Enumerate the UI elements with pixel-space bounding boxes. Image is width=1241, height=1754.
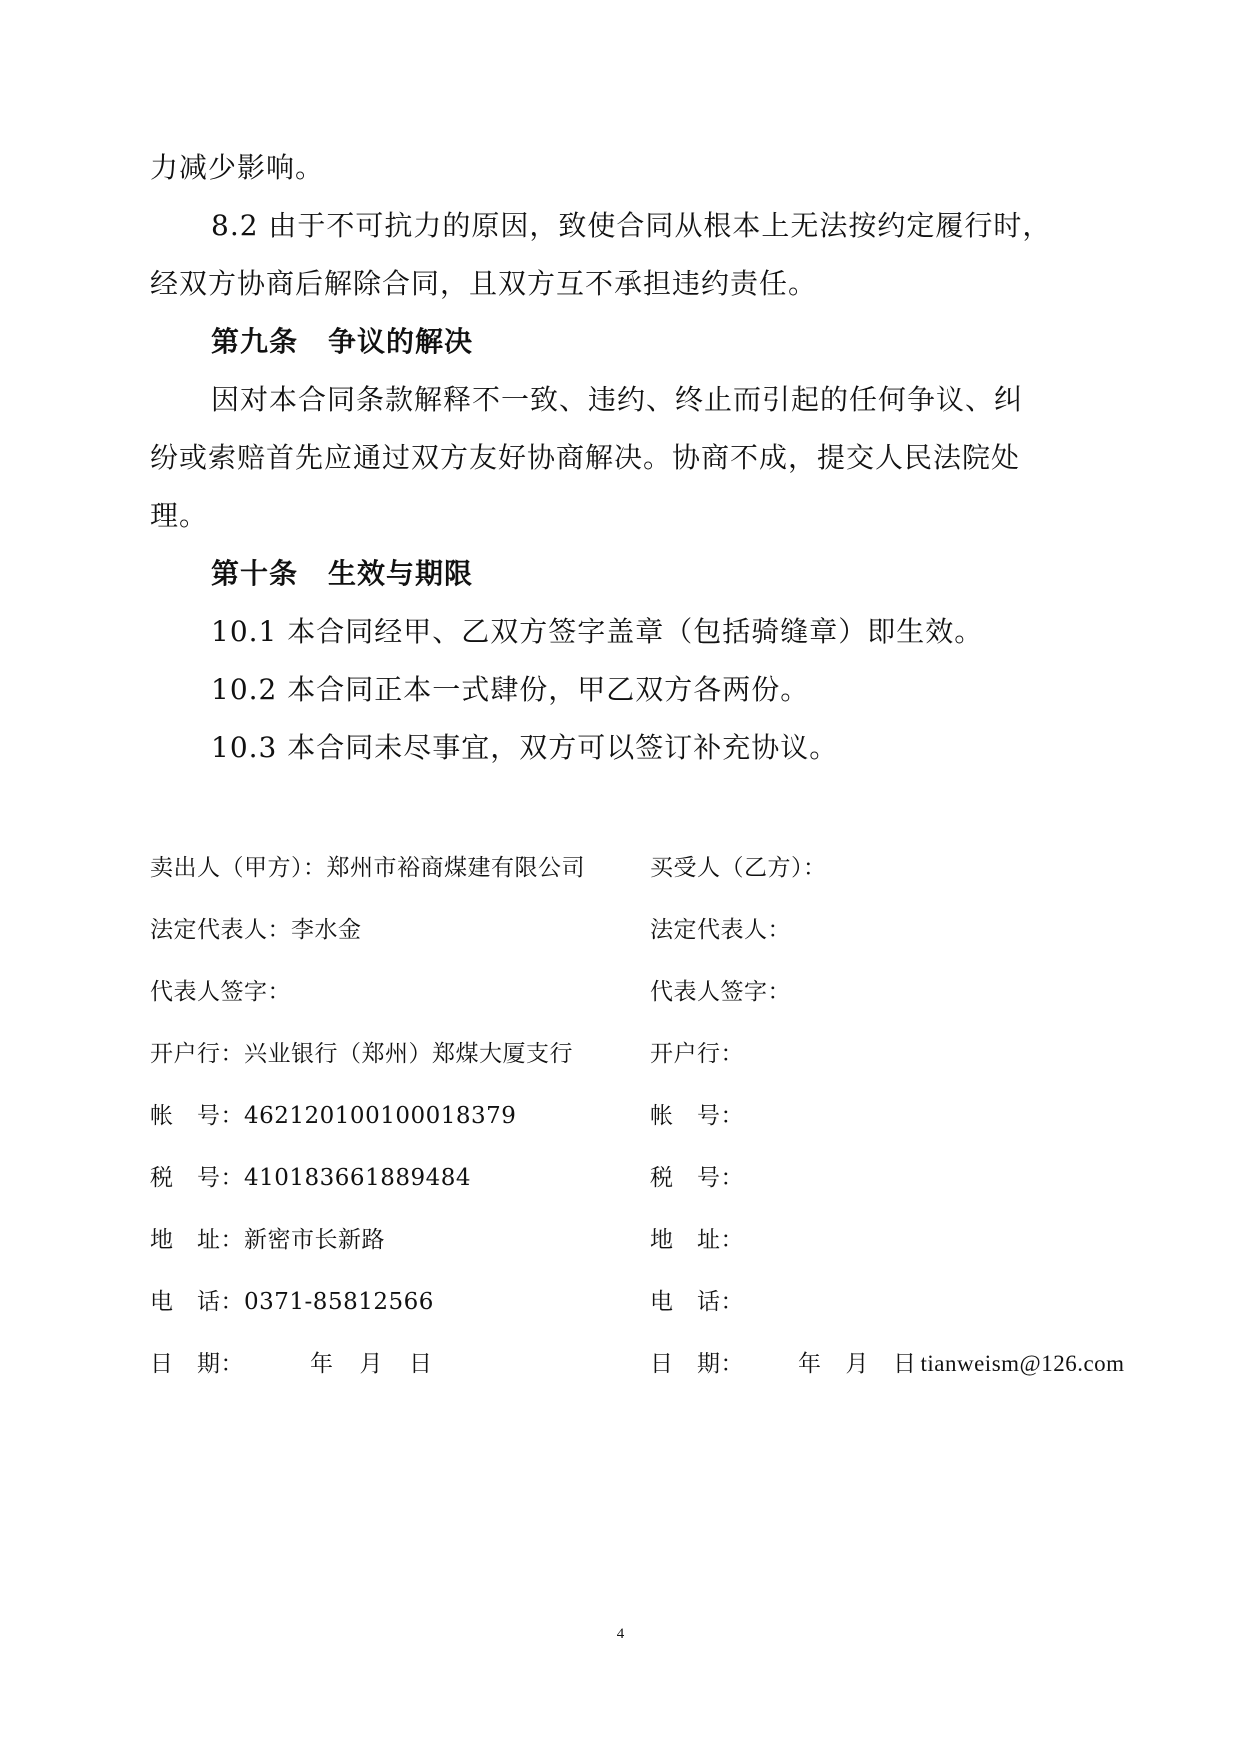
seller-bank: 开户行：兴业银行（郑州）郑煤大厦支行 [150,1041,573,1067]
buyer-date-month: 月 [845,1351,869,1377]
buyer-email: tianweism@126.com [920,1351,1125,1376]
seller-address: 地 址：新密市长新路 [150,1227,385,1253]
article-9-heading [211,322,1161,362]
clause-10-1: 10.1 本合同经甲、乙双方签字盖章（包括骑缝章）即生效。 [211,615,984,648]
seller-party: 卖出人（甲方）：郑州市裕商煤建有限公司 [150,855,585,881]
buyer-party: 买受人（乙方）： [650,855,827,881]
seller-date-label: 日 期： [150,1351,244,1377]
buyer-tax-id: 税 号： [650,1165,744,1191]
buyer-phone: 电 话： [650,1289,744,1315]
seller-phone: 电 话：0371-85812566 [150,1289,434,1315]
seller-tax-id: 税 号：410183661889484 [150,1165,471,1191]
clause-10-3: 10.3 本合同未尽事宜，双方可以签订补充协议。 [211,731,839,764]
seller-signature: 代表人签字： [150,979,291,1005]
page-number: 4 [616,1626,625,1642]
buyer-signature: 代表人签字： [650,979,791,1005]
buyer-account: 帐 号： [650,1103,744,1129]
article-10-title: 生效与期限 [328,557,474,590]
seller-account: 帐 号：462120100100018379 [150,1103,517,1129]
seller-date-year: 年 [310,1351,334,1377]
article-9-number: 第九条 [211,325,299,358]
seller-date [150,1348,433,1380]
clause-8-2-line-1: 8.2 由于不可抗力的原因，致使合同从根本上无法按约定履行时， [211,209,1052,242]
buyer-date [650,1348,1125,1380]
seller-legal-rep: 法定代表人：李水金 [150,917,362,943]
buyer-bank: 开户行： [650,1041,744,1067]
clause-8-2-line-2: 经双方协商后解除合同，且双方互不承担违约责任。 [150,267,818,300]
article-9-line-2: 纷或索赔首先应通过双方友好协商解决。协商不成，提交人民法院处 [150,441,1021,474]
article-10-number: 第十条 [211,557,299,590]
buyer-date-label: 日 期： [650,1351,744,1377]
buyer-date-year: 年 [798,1351,822,1377]
seller-date-month: 月 [359,1351,383,1377]
buyer-address: 地 址： [650,1227,744,1253]
article-9-line-3: 理。 [150,499,209,532]
article-9-title: 争议的解决 [328,325,474,358]
clause-10-2: 10.2 本合同正本一式肆份，甲乙双方各两份。 [211,673,810,706]
buyer-legal-rep: 法定代表人： [650,917,791,943]
article-10-heading [211,554,1161,594]
article-9-line-1: 因对本合同条款解释不一致、违约、终止而引起的任何争议、纠 [211,383,1024,416]
buyer-date-day: 日 [893,1351,917,1377]
seller-date-day: 日 [409,1351,433,1377]
paragraph-line: 力减少影响。 [150,151,325,184]
